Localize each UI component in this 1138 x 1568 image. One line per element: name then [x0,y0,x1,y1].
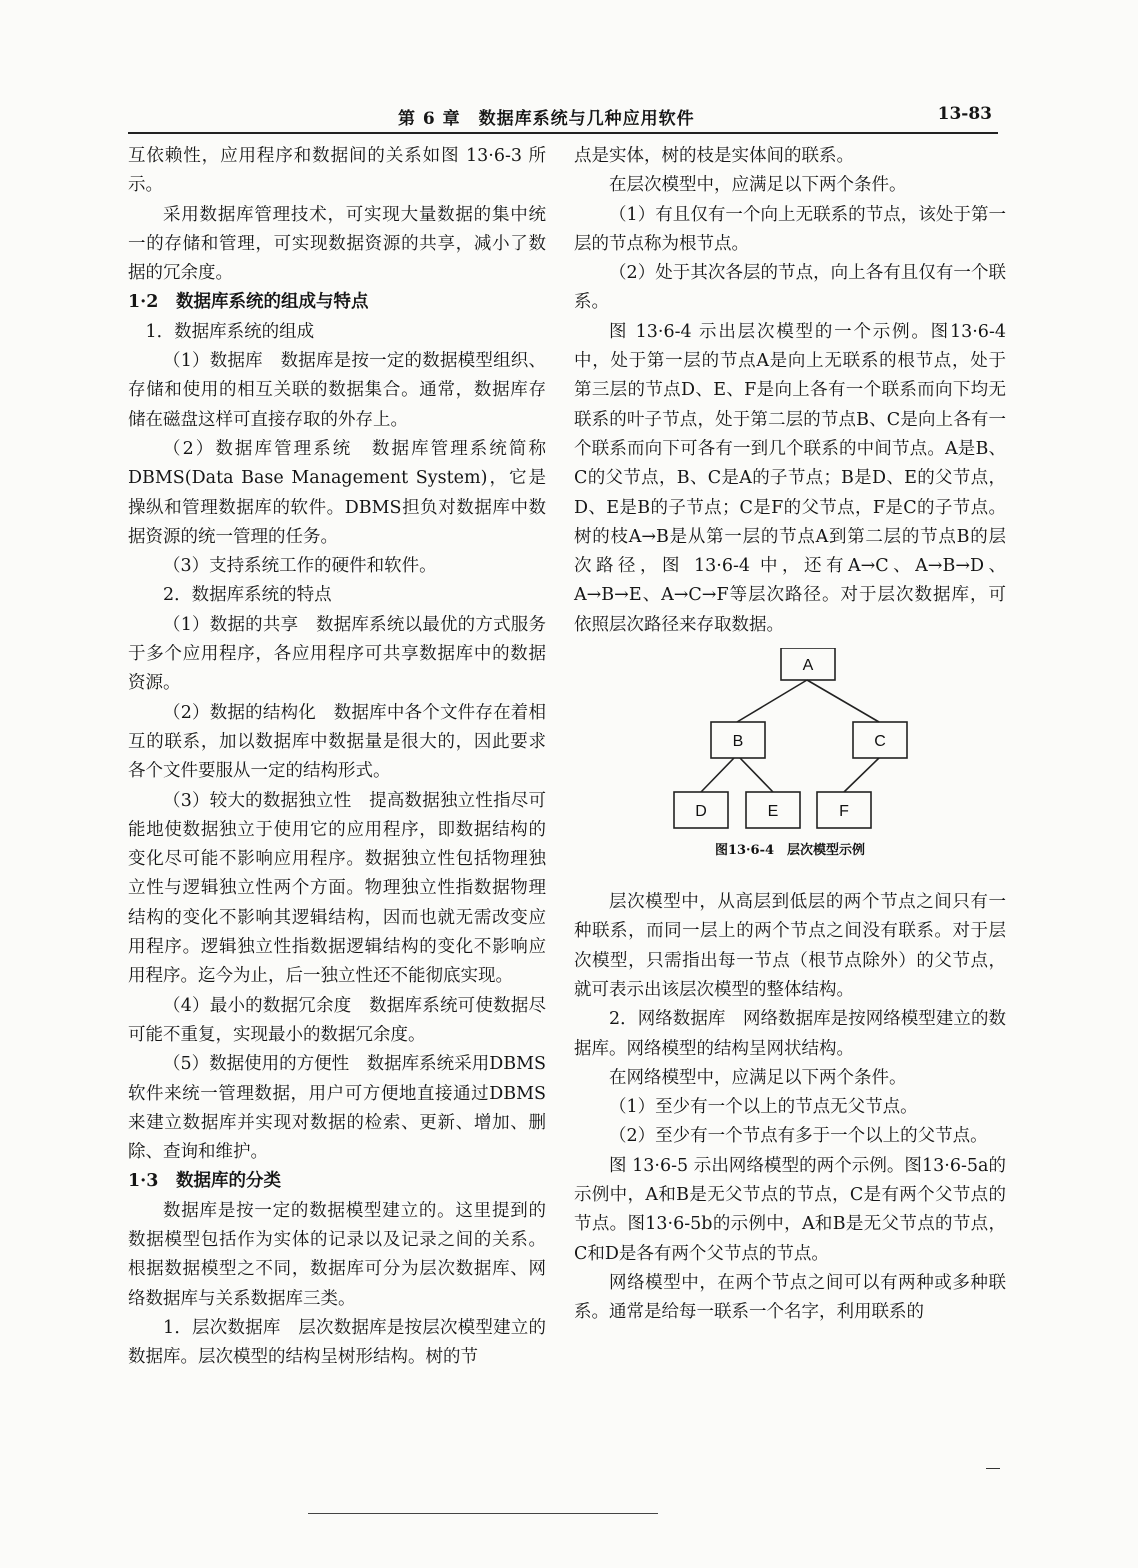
chapter-title: 第 6 章 数据库系统与几种应用软件 [398,109,695,129]
paragraph: 数据库是按一定的数据模型建立的。这里提到的数据模型包括作为实体的记录以及记录之间的关系。根据数据模型之不同，数据库可分为层次数据库、网络数据库与关系数据库三类。 [128,1200,546,1309]
paragraph: 2．网络数据库 网络数据库是按网络模型建立的数据库。网络模型的结构呈网状结构。 [574,1009,1006,1059]
subsection-heading: 2．数据库系统的特点 [163,585,332,606]
edge-c-f [844,758,879,792]
margin-rule [986,1468,1000,1469]
paragraph: （3）较大的数据独立性 提高数据独立性指尽可能地使数据独立于使用它的应用程序，即数据结构的变化尽可能不影响应用程序。数据独立性包括物理独立性与逻辑独立性两个方面。物理独立性指数据物理结构的变化不影响其逻辑结构，因而也就无需改变应用程序。逻辑独立性指数据逻辑结构的变化不影响应用程序。迄今为止，后一独立性还不能彻底实现。 [128,790,546,987]
right-column [574,142,1006,1328]
figure-caption: 图13·6-4 层次模型示例 [714,843,866,859]
paragraph: （5）数据使用的方便性 数据库系统采用DBMS软件来统一管理数据，用户可方便地直接通过DBMS来建立数据库并实现对数据的检索、更新、增加、删除、查询和维护。 [128,1054,546,1163]
paragraph: （2）数据库管理系统 数据库管理系统简称 DBMS(Data Base Management System)，它是操纵和管理数据库的软件。DBMS担负对数据库中数据资源的统一管理的任务。 [128,438,546,547]
section-heading: 1·3 数据库的分类 [128,1171,281,1192]
bottom-rule [308,1513,658,1514]
edge-a-b [737,680,807,722]
paragraph: （2）至少有一个节点有多于一个以上的父节点。 [609,1126,988,1147]
paragraph: 层次模型中，从高层到低层的两个节点之间只有一种联系，而同一层上的两个节点之间没有联系。对于层次模型，只需指出每一节点（根节点除外）的父节点，就可表示出该层次模型的整体结构。 [574,892,1006,1000]
paragraph: 采用数据库管理技术，可实现大量数据的集中统一的存储和管理，可实现数据资源的共享，减小了数据的冗余度。 [128,204,546,284]
node-b-label: B [732,733,744,751]
edge-a-c [807,680,879,722]
section-heading: 1·2 数据库系统的组成与特点 [128,292,369,313]
node-d-label: D [695,803,707,821]
paragraph: （1）至少有一个以上的节点无父节点。 [609,1097,918,1118]
paragraph: 网络模型中，在两个节点之间可以有两种或多种联系。通常是给每一联系一个名字，利用联系的 [574,1272,1006,1323]
paragraph: （2）处于其次各层的节点，向上各有且仅有一个联系。 [574,263,1006,313]
node-a-label: A [802,657,814,675]
edge-b-d [701,758,734,792]
paragraph: 在网络模型中，应满足以下两个条件。 [609,1067,907,1088]
page-number: 13-83 [937,104,992,124]
page-header [128,98,998,134]
node-c-label: C [874,733,886,751]
node-f-label: F [839,803,849,821]
tree-diagram [574,648,1006,858]
paragraph: （1）有且仅有一个向上无联系的节点，该处于第一层的节点称为根节点。 [574,204,1006,254]
paragraph: 1．层次数据库 层次数据库是按层次模型建立的数据库。层次模型的结构呈树形结构。树的节 [128,1317,546,1368]
subsection-heading: 1．数据库系统的组成 [145,321,315,342]
paragraph: 互依赖性，应用程序和数据间的关系如图 13·6-3 所示。 [128,146,546,196]
paragraph: 图 13·6-5 示出网络模型的两个示例。图13·6-5a的示例中，A和B是无父节点的节点，C是有两个父节点的节点。图13·6-5b的示例中，A和B是无父节点的节点，C和D是各有两个父节点的节点。 [574,1155,1006,1264]
paragraph: 图 13·6-4 示出层次模型的一个示例。图13·6-4中，处于第一层的节点A是向上无联系的根节点，处于第三层的节点D、E、F是向上各有一个联系而向下均无联系的叶子节点，处于第二层的节点B、C是向上各有一个联系而向下可各有一到几个联系的中间节点。A是B、C的父节点，B、C是A的子节点；B是D、E的父节点，D、E是B的子节点；C是F的父节点，F是C的子节点。树的枝A→B是从第一层的节点A到第二层的节点B的层次路径，图 13·6-4 中，还有A→C、A→B→D、A→B→E、A→C→F等层次路径。对于层次数据库，可依照层次路径来存取数据。 [574,321,1006,635]
hierarchy-figure [574,648,1006,880]
paragraph: （1）数据库 数据库是按一定的数据模型组织、存储和使用的相互关联的数据集合。通常，数据库存储在磁盘这样可直接存取的外存上。 [128,351,546,430]
paragraph: 点是实体，树的枝是实体间的联系。 [574,146,854,166]
paragraph: （2）数据的结构化 数据库中各个文件存在着相互的联系，加以数据库中数据量是很大的，因此要求各个文件要服从一定的结构形式。 [128,702,546,782]
paragraph: 在层次模型中，应满足以下两个条件。 [609,175,907,196]
edge-b-e [740,758,773,792]
paragraph: （1）数据的共享 数据库系统以最优的方式服务于多个应用程序，各应用程序可共享数据库中的数据资源。 [128,614,546,694]
node-e-label: E [767,803,779,821]
paragraph: （3）支持系统工作的硬件和软件。 [163,556,437,577]
paragraph: （4）最小的数据冗余度 数据库系统可使数据尽可能不重复，实现最小的数据冗余度。 [128,995,546,1045]
left-column [128,142,546,1372]
